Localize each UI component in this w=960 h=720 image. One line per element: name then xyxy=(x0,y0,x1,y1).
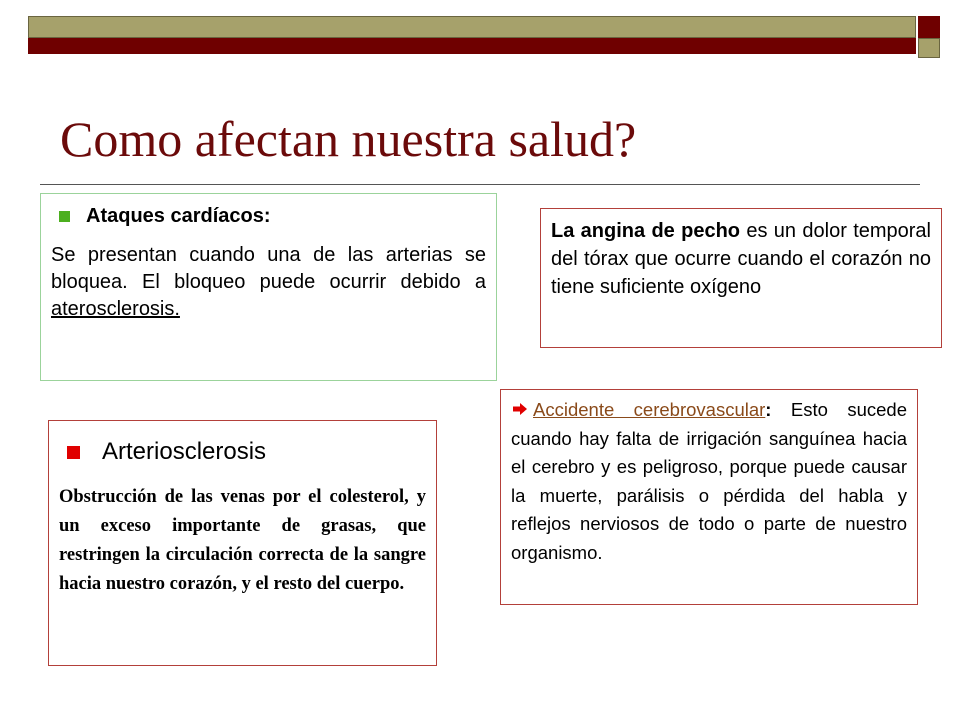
title-divider xyxy=(40,184,920,185)
arteriosclerosis-box xyxy=(48,420,437,666)
ataques-body xyxy=(51,242,486,323)
arterio-heading-row xyxy=(59,437,426,467)
header-corner-olive xyxy=(918,38,940,58)
header-corner-dark xyxy=(918,16,940,38)
red-arrow-bullet-icon xyxy=(513,403,527,415)
ataques-body-text: Se presentan cuando una de las arterias se bloquea. El bloqueo puede ocurrir debido a xyxy=(51,244,486,293)
ataques-aterosclerosis-term: aterosclerosis. xyxy=(51,298,180,320)
angina-body: es un dolor temporal del tórax que ocurre cuando el corazón no tiene suficiente oxígeno xyxy=(551,220,932,298)
ataques-cardiacos-box xyxy=(40,193,497,381)
header-band-olive xyxy=(28,16,916,38)
slide-title: Como afectan nuestra salud? xyxy=(60,111,637,167)
accidente-cerebrovascular-link[interactable]: Accidente cerebrovascular xyxy=(533,399,766,420)
arterio-heading: Arteriosclerosis xyxy=(102,438,267,465)
header-band xyxy=(28,16,916,54)
acv-body: Esto sucede cuando hay falta de irrigación sanguínea hacia el cerebro y es peligroso, porque puede causar la muerte, parálisis o pérdida del habla y reflejos nerviosos de todo o parte de nuestro organismo. xyxy=(511,399,908,563)
angina-de-pecho-box xyxy=(540,208,942,348)
ataques-heading: Ataques cardíacos: xyxy=(86,205,271,227)
header-band-line xyxy=(28,52,916,54)
accidente-cerebrovascular-box xyxy=(500,389,918,605)
ataques-heading-row xyxy=(51,202,486,230)
arterio-body: Obstrucción de las venas por el colesterol, y un exceso importante de grasas, que restringen la circulación correcta de la sangre hacia nuestro corazón, y el resto del cuerpo. xyxy=(59,487,426,594)
acv-colon: : xyxy=(765,399,772,420)
green-square-bullet-icon xyxy=(59,211,70,222)
angina-bold-lead: La angina de pecho xyxy=(551,220,741,242)
red-square-bullet-icon xyxy=(67,446,80,459)
